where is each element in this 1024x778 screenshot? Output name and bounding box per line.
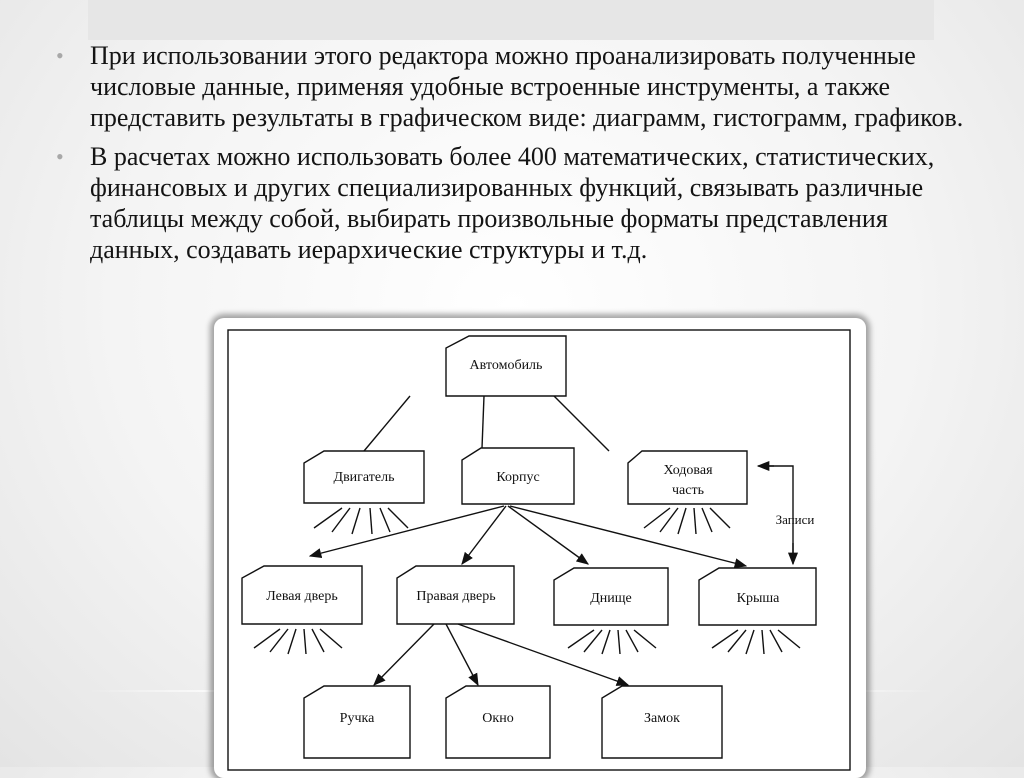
edge-korpus-krysha bbox=[510, 506, 746, 566]
bullet-text: В расчетах можно использовать более 400 математических, статистических, финансовых и других специализированных функций, связывать различные таблицы между собой, выбирать произвольные форматы представления данных, создавать иерархические структуры и т.д. bbox=[90, 142, 935, 264]
top-banner bbox=[88, 0, 934, 40]
bullet-marker: • bbox=[56, 144, 64, 169]
bullet-item bbox=[56, 141, 976, 265]
label-krysha: Крыша bbox=[736, 591, 780, 606]
edge-pravaya-ruchka bbox=[374, 624, 434, 685]
label-dnische: Днище bbox=[590, 591, 632, 606]
label-zamok: Замок bbox=[644, 711, 680, 726]
label-ruchka: Ручка bbox=[339, 711, 375, 726]
label-avtomobil: Автомобиль bbox=[469, 358, 543, 373]
label-dvigatel: Двигатель bbox=[333, 470, 395, 485]
label-records: Записи bbox=[775, 512, 815, 527]
bullet-item bbox=[56, 40, 976, 133]
edge-pravaya-zamok bbox=[458, 624, 628, 685]
label-levaya-dver: Левая дверь bbox=[266, 589, 338, 604]
fan-hodovaya bbox=[644, 508, 730, 534]
diagram-svg bbox=[214, 318, 866, 778]
label-okno: Окно bbox=[482, 711, 514, 726]
edge-root-hodovaya bbox=[554, 396, 609, 451]
label-hodovaya-line1: Ходовая bbox=[663, 463, 713, 478]
label-pravaya-dver: Правая дверь bbox=[416, 589, 496, 604]
hierarchy-diagram bbox=[214, 318, 866, 778]
bullet-marker: • bbox=[56, 43, 64, 68]
label-hodovaya-line2: часть bbox=[672, 483, 704, 498]
edge-korpus-levaya bbox=[310, 506, 504, 556]
edge-korpus-dnische bbox=[508, 506, 588, 564]
edge-root-korpus bbox=[482, 396, 484, 448]
edge-pravaya-okno bbox=[446, 624, 478, 685]
fan-levaya-dver bbox=[254, 629, 342, 654]
edge-root-dvigatel bbox=[364, 396, 410, 451]
label-korpus: Корпус bbox=[496, 470, 540, 485]
fan-dnische bbox=[568, 630, 656, 654]
bullet-list bbox=[56, 40, 976, 273]
fan-krysha bbox=[712, 630, 800, 654]
fan-dvigatel bbox=[314, 508, 408, 534]
bullet-text: При использовании этого редактора можно проанализировать полученные числовые данные, применяя удобные встроенные инструменты, а также представить результаты в графическом виде: диаграмм, гистограмм, графиков. bbox=[90, 41, 964, 132]
